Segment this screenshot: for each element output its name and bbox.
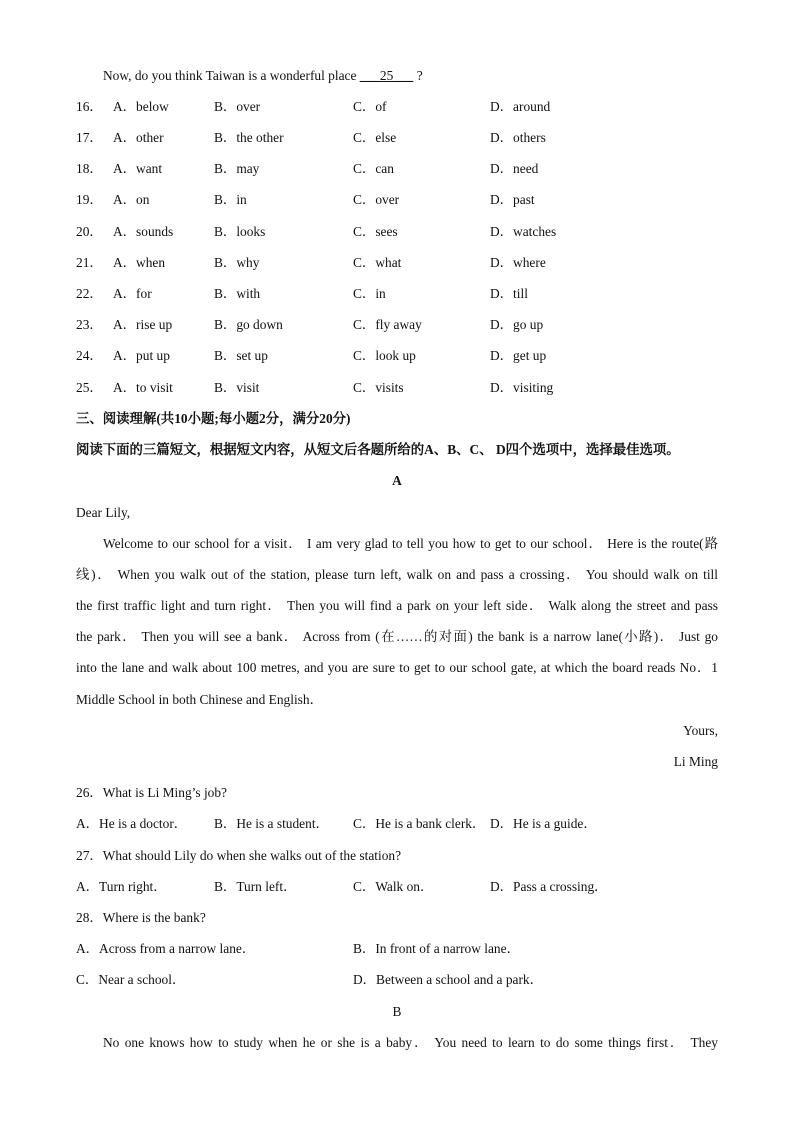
option-c: C．in xyxy=(353,286,386,301)
option-row-19 xyxy=(76,191,718,209)
option-number: 21． xyxy=(76,255,103,270)
option-b: B．in xyxy=(214,192,247,207)
option-d: D．others xyxy=(490,130,546,145)
option-d: D．Pass a crossing． xyxy=(490,879,608,894)
option-d: D．get up xyxy=(490,348,547,363)
option-b: B．over xyxy=(214,99,261,114)
passage-a-line-5: into the lane and walk about 100 metres, and you are sure to get to our school gate, at which the board reads No．1 xyxy=(76,660,718,675)
option-d: D．where xyxy=(490,255,546,270)
passage-a-label: A xyxy=(392,473,402,488)
option-a: A．He is a doctor． xyxy=(76,816,188,831)
question-28-options-cd xyxy=(76,971,718,989)
passage-a-line-6: Middle School in both Chinese and English． xyxy=(76,692,323,707)
option-a: A．to visit xyxy=(113,380,173,395)
intro-blank-25: ___25___ xyxy=(359,68,414,83)
passage-b-line-1: No one knows how to study when he or she is a baby． You need to learn to do some things first． They xyxy=(103,1035,718,1050)
cloze-intro-line xyxy=(103,67,718,85)
option-c: C．of xyxy=(353,99,387,114)
option-b: B．the other xyxy=(214,130,284,145)
option-number: 20． xyxy=(76,224,103,239)
option-row-16 xyxy=(76,98,718,116)
option-number: 17． xyxy=(76,130,103,145)
option-a: A．Across from a narrow lane． xyxy=(76,941,256,956)
option-b: B．He is a student． xyxy=(214,816,329,831)
option-a: A．on xyxy=(113,192,150,207)
option-d: D．He is a guide． xyxy=(490,816,597,831)
option-c: C．Walk on． xyxy=(353,879,434,894)
question-26-stem: 26．What is Li Ming’s job? xyxy=(76,785,228,800)
option-c: C．else xyxy=(353,130,397,145)
option-c: C．Near a school． xyxy=(76,972,186,987)
letter-greeting: Dear Lily, xyxy=(76,505,131,520)
option-d: D．watches xyxy=(490,224,557,239)
question-27-stem: 27．What should Lily do when she walks out of the station? xyxy=(76,848,402,863)
option-b: B．with xyxy=(214,286,261,301)
option-a: A．when xyxy=(113,255,166,270)
option-row-17 xyxy=(76,129,718,147)
question-28-stem: 28．Where is the bank? xyxy=(76,910,206,925)
option-number: 18． xyxy=(76,161,103,176)
option-a: A．other xyxy=(113,130,164,145)
option-row-18 xyxy=(76,160,718,178)
option-a: A．sounds xyxy=(113,224,174,239)
option-a: A．Turn right． xyxy=(76,879,167,894)
option-a: A．want xyxy=(113,161,163,176)
option-number: 24． xyxy=(76,348,103,363)
option-d: D．need xyxy=(490,161,539,176)
option-d: D．past xyxy=(490,192,535,207)
option-d: D．go up xyxy=(490,317,544,332)
option-b: B．looks xyxy=(214,224,266,239)
question-27-options xyxy=(76,878,718,896)
option-a: A．put up xyxy=(113,348,170,363)
passage-a-line-2: 线)． When you walk out of the station, please turn left, walk on and pass a crossing． You should walk on till xyxy=(76,567,718,582)
option-c: C．visits xyxy=(353,380,404,395)
letter-signature: Li Ming xyxy=(673,754,718,769)
passage-a-line-1: Welcome to our school for a visit． I am very glad to tell you how to get to our school． Here is the route(路 xyxy=(103,536,718,551)
option-c: C．look up xyxy=(353,348,416,363)
intro-prefix: Now, do you think Taiwan is a wonderful place xyxy=(103,68,360,83)
option-number: 19． xyxy=(76,192,103,207)
passage-a-line-4: the park． Then you will see a bank． Across from (在……的对面) the bank is a narrow lane(小路)． Just go xyxy=(76,629,718,644)
option-d: D．till xyxy=(490,286,528,301)
option-row-23 xyxy=(76,316,718,334)
option-a: A．for xyxy=(113,286,152,301)
option-c: C．can xyxy=(353,161,394,176)
option-c: C．what xyxy=(353,255,402,270)
option-b: B．In front of a narrow lane． xyxy=(353,941,520,956)
question-28-options-ab xyxy=(76,940,718,958)
option-d: D．visiting xyxy=(490,380,554,395)
section-heading: 三、阅读理解(共10小题;每小题2分，满分20分) xyxy=(76,411,351,426)
option-a: A．rise up xyxy=(113,317,173,332)
option-number: 25． xyxy=(76,380,103,395)
option-c: C．He is a bank clerk． xyxy=(353,816,486,831)
option-c: C．sees xyxy=(353,224,398,239)
option-b: B．Turn left． xyxy=(214,879,297,894)
option-number: 16． xyxy=(76,99,103,114)
option-b: B．go down xyxy=(214,317,283,332)
option-row-21 xyxy=(76,254,718,272)
option-number: 22． xyxy=(76,286,103,301)
option-b: B．visit xyxy=(214,380,260,395)
option-number: 23． xyxy=(76,317,103,332)
section-instruction: 阅读下面的三篇短文，根据短文内容，从短文后各题所给的A、B、C、 D四个选项中，选择最佳选项。 xyxy=(76,442,680,457)
option-b: B．set up xyxy=(214,348,268,363)
option-b: B．may xyxy=(214,161,260,176)
option-b: B．why xyxy=(214,255,260,270)
question-26-options xyxy=(76,815,718,833)
option-a: A．below xyxy=(113,99,169,114)
option-d: D．Between a school and a park． xyxy=(353,972,544,987)
passage-a-line-3: the first traffic light and turn right． Then you will find a park on your left side． Walk along the street and pass xyxy=(76,598,718,613)
passage-b-label: B xyxy=(392,1004,402,1019)
intro-suffix: ? xyxy=(413,68,423,83)
option-c: C．fly away xyxy=(353,317,422,332)
option-row-20 xyxy=(76,223,718,241)
option-row-22 xyxy=(76,285,718,303)
option-d: D．around xyxy=(490,99,551,114)
option-row-24 xyxy=(76,347,718,365)
option-row-25 xyxy=(76,379,718,397)
option-c: C．over xyxy=(353,192,400,207)
letter-closing: Yours, xyxy=(683,723,718,738)
